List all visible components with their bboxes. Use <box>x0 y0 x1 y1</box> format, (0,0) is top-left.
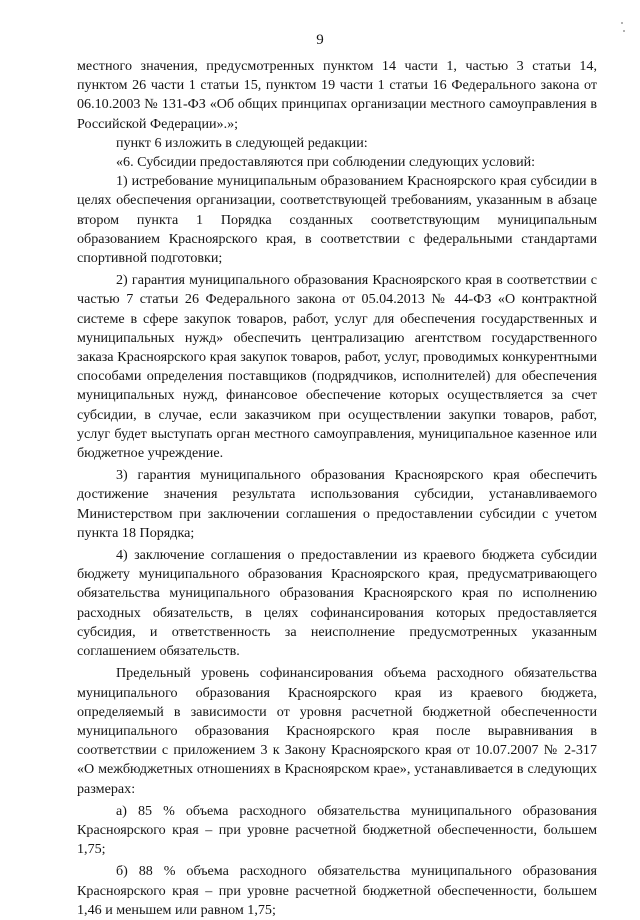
paragraph-condition-1: 1) истребование муниципальным образованием Красноярского края субсидии в целях обеспечения организации, соответствующей требованиям, указанным в абзаце втором пункта 1 Порядка созданных соответствующим муниципальным образованием Красноярского края, в соответствии с федеральными стандартами спортивной подготовки; <box>77 173 597 267</box>
paragraph-condition-4: 4) заключение соглашения о предоставлении из краевого бюджета субсидии бюджету муниципального образования Красноярского края, предусматривающего обязательства муниципального образования Красноярского края по исполнению расходных обязательств, в целях софинансирования которых предоставляется субсидия, и ответственность за неисполнение предусмотренных указанным соглашением обязательств. <box>77 547 597 660</box>
document-body <box>77 57 597 920</box>
paragraph-cofinancing-level: Предельный уровень софинансирования объема расходного обязательства муниципального образования Красноярского края из краевого бюджета, определяемый в зависимости от уровня расчетной бюджетной обеспеченности муниципального образования Красноярского края после выравнивания в соответствии с приложением 3 к Закону Красноярского края от 10.07.2007 № 2-317 «О межбюджетных отношениях в Красноярском крае», устанавливается в следующих размерах: <box>77 665 597 797</box>
paragraph-clause-6: «6. Субсидии предоставляются при соблюдении следующих условий: <box>116 154 536 171</box>
paragraph-item-b: б) 88 % объема расходного обязательства муниципального образования Красноярского края – при уровне расчетной бюджетной обеспеченности, большем 1,46 и меньшем или равном 1,75; <box>77 863 597 918</box>
scan-speck <box>621 22 623 24</box>
paragraph-condition-3: 3) гарантия муниципального образования Красноярского края обеспечить достижение значения результата использования субсидии, устанавливаемого Министерством при заключении соглашения о предоставлении субсидии с учетом пункта 18 Порядка; <box>77 467 597 541</box>
paragraph-continuation: местного значения, предусмотренных пунктом 14 части 1, частью 3 статьи 14, пунктом 26 части 1 статьи 15, пунктом 19 части 1 статьи 16 Федерального закона от 06.10.2003 № 131-ФЗ «Об общих принципах организации местного самоуправления в Российской Федерации».»; <box>77 58 597 132</box>
scan-speck <box>623 30 625 32</box>
page-number: 9 <box>316 32 324 48</box>
paragraph-condition-2: 2) гарантия муниципального образования Красноярского края в соответствии с частью 7 статьи 26 Федерального закона от 05.04.2013 № 44-ФЗ «О контрактной системе в сфере закупок товаров, работ, услуг для обеспечения государственных и муниципальных нужд» обеспечить централизацию агентством государственного заказа Красноярского края закупок товаров, работ, услуг, проводимых конкурентными способами определения поставщиков (подрядчиков, исполнителей) для обеспечения муниципальных нужд, финансовое обеспечение которых осуществляется за счет субсидии, в случае, если заказчиком при осуществлении закупки товаров, работ, услуг будет выступать орган местного самоуправления, муниципальное казенное или бюджетное учреждение. <box>77 272 597 462</box>
paragraph-item-a: а) 85 % объема расходного обязательства муниципального образования Красноярского края – при уровне расчетной бюджетной обеспеченности, большем 1,75; <box>77 802 597 858</box>
paragraph-amendment-intro: пункт 6 изложить в следующей редакции: <box>116 134 368 151</box>
